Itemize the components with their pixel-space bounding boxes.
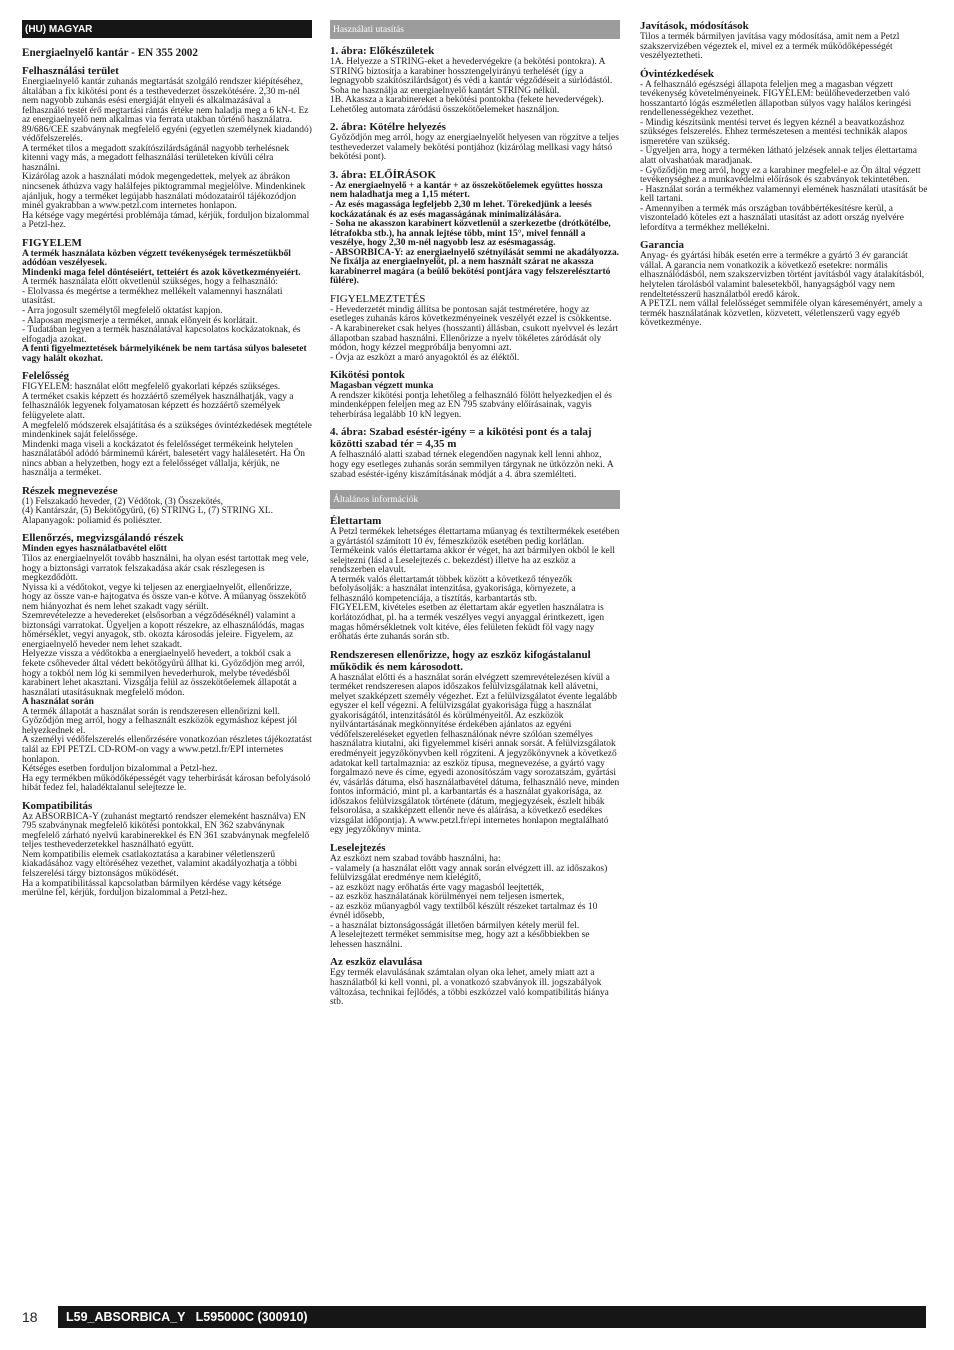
heading-abra4: 4. ábra: Szabad eséstér-igény = a kikötési pont és a talaj közötti szabad tér = 4,35 m [330,426,592,451]
warning-bold-text: A termék használata közben végzett tevékenységek természetükből adódóan veszélyesek. Mindenki maga felel döntéseiért, tetteiért és azok következményeiért. [22,248,301,278]
text-javitasok: Tilos a termék bármilyen javítása vagy módosítása, amit nem a Petzl szakszervizében végeztek el, mivel ez a termék működőképességét veszélyeztetheti. [640,32,900,62]
text-figyelem: A termék használata előtt okvetlenül szükséges, hogy a felhasználó: - Elolvassa és megértse a termékhez mellékelt valamennyi használati utasítást. - Arra jogosult személytől megfelelő oktatást kapjon. - Alaposan megismerje a terméket, annak előnyeit és korlátait. - Tudatában legyen a termék használatával kapcsolatos kockázatoknak, és elfogadja azokat. [22,277,301,345]
section-figyelmeztetes [330,293,620,363]
page-number: 18 [22,1309,38,1325]
section-kompatibilitas [22,800,312,899]
heading-abra3: 3. ábra: ELŐÍRÁSOK [330,168,437,181]
heading-garancia: Garancia [640,239,684,252]
heading-leselejtezes: Leselejtezés [330,841,386,854]
heading-felhasznalasi: Felhasználási terület [22,65,119,77]
heading-reszek: Részek megnevezése [22,484,118,497]
text-abra2: Győződjön meg arról, hogy az energiaelnyelőt helyesen van rögzítve a teljes testhevederzet valamely bekötési pontjához (kizárólag mellkasi vagy hátsó bekötési pont). [330,133,619,163]
text-figyelmeztetes: - Hevederzetét mindig állítsa be pontosan saját testméretére, hogy az esetleges zuhanás káros következményeinek veszélyét ezzel is csökkentse. - A karabinereket csak helyes (hosszanti) állásban, csukott nyelvvel és lezárt állapotban szabad használni. Ellenőrizze a nyelv tökéletes záródását oly módon, hogy kézzel megpróbálja benyomni azt. - Óvja az eszközt a maró anyagoktól és az éléktől. [330,304,618,363]
section-figyelem [22,237,312,365]
page-footer [22,1306,926,1328]
section-leselejtezes [330,842,620,950]
subheading-kikotesi: Magasban végzett munka [330,381,434,392]
section-javitasok [640,20,932,62]
section-ellenorzes [22,532,312,793]
heading-ovintezkedesek: Óvintézkedések [640,67,714,80]
section-abra3 [330,169,620,287]
heading-kikotesi: Kikötési pontok [330,369,405,382]
column-middle [330,20,620,1008]
section-felelosseg [22,370,312,478]
subheading-before-use: Minden egyes használatbavétel előtt [22,544,167,555]
text-leselejtezes: Az eszközt nem szabad tovább használni, ha: - valamely (a használat előtt vagy annak során elvégzett ill. az időszakos) felülvizsgálat eredménye nem kielégítő, - az eszközt nagy erőhatás érte vagy magasból leejtették, - az eszköz használatának körülményei nem teljesen ismertek, - az eszköz műanyagból vagy textilből készült részeket tartalmaz és 10 évnél idősebb, - a használat biztonságosságát illetően bármilyen kétely merül fel. A leselejtezett terméket semmisítse meg, hogy azt a későbbiekben se lehessen használni. [330,853,608,950]
text-before-use: Tilos az energiaelnyelőt tovább használni, ha olyan esést tartottak meg vele, hogy a biztonsági varratok felszakadása akár csak részlegesen is megkezdődött. Nyissa ki a védőtokot, vegye ki teljesen az energiaelnyelőt, ellenőrizze, hogy az össze van-e hajtogatva és össze van-e kötve. A műanyag összekötő nem hiányozhat és nem lehet szakadt vagy sérült. Szemrevételezze a hevedereket (elsősorban a végződéséknél) valamint a biztonsági varratokat. Ügyeljen a kopott részekre, az elhasználódás, magas hőmérséklet, vegyi anyagok, stb. okozta károsodás jeleire. Figyelem, az energiaelnyelő heveder nem lehet szakadt. Helyezze vissza a védőtokba a energiaelnyelő hevedert, a tokból csak a fekete csőheveder által védett bekötőgyűrű állhat ki. Győződjön meg arról, hogy a tokból nem lóg ki semmilyen hevederhurok, melybe tévedésből karabinert lehet akasztani. Vizsgálja felül az összekötőelemek állapotát a használati utasításuknak megfelelő módon. [22,554,309,698]
section-elavulas [330,956,620,1007]
text-kompatibilitas: Az ABSORBICA-Y (zuhanást megtartó rendszer elemeként használva) EN 795 szabványnak megfelelő kikötési pontokkal, EN 362 szabványnak megfelelő zárható nyelvű karabinerekkel és EN 361 szabványnak megfelelő teljes testhevederzetekkel használható együtt. Nem kompatibilis elemek csatlakoztatása a karabiner véletlenszerű kiakadásához vagy eltöréséhez vezethet, valamint akadályozhatja a többi felszerelési tárgy biztonságos működését. Ha a kompatibilitással kapcsolatban bármilyen kérdése vagy kétsége merülne fel, kérjük, forduljon bizalommal a Petzl-hez. [22,811,310,899]
text-felelosseg: FIGYELEM: használat előtt megfelelő gyakorlati képzés szükséges. A terméket csakis képzett és hozzáértő személyek használhatják, vagy a felhasználók legyenek folyamatosan képzett és hozzáértő személyek felügyelete alatt. A megfelelő módszerek elsajátítása és a szükséges óvintézkedések megtétele mindenkinek saját felelőssége. Mindenki maga viseli a kockázatot és felelősséget termékeink helytelen használatából adódó bárminemű kárért, balesetért vagy halálesetért. Ha Ön nincs abban a helyzetben, hogy ezt a felelősséget vállalja, kérjük, ne használja a terméket. [22,382,312,479]
section-ovintezkedesek [640,68,932,234]
warning-bold-end: A fenti figyelmeztetések bármelyikének be nem tartása súlyos balesetet vagy halált okozhat. [22,344,307,364]
text-elavulas: Egy termék elavulásának számtalan olyan oka lehet, amely miatt azt a használatból ki kell vonni, pl. a vonatkozó szabványok ill. jogszabályok változása, technikai fejlődés, a többi eszközzel való kompatibilitás hiánya stb. [330,968,609,1008]
section-abra1 [330,45,620,115]
heading-figyelmeztetes: FIGYELMEZTETÉS [330,292,426,305]
column-right [640,20,932,329]
text-abra1: 1A. Helyezze a STRING-eket a hevedervégekre (a bekötési pontokra). A STRING biztosítja a karabiner hossztengelyirányú terhelését (így a legnagyobb szakítószilárdságot) és védi a kantár végződéseit a súrlódástól. Soha ne használja az energiaelnyelő kantárt STRING nélkül. 1B. Akassza a karabinereket a bekötési pontokba (fekete hevedervégek). Lehetőleg automata záródású összekötőelemeket használjon. [330,57,613,115]
section-felhasznalasi [22,65,312,231]
column-left [22,20,312,899]
text-kikotesi: A rendszer kikötési pontja lehetőleg a felhasználó fölött helyezkedjen el és mindenképpen feleljen meg az EN 795 szabvány előírásainak, vagyis teherbírása legalább 10 kN legyen. [330,390,612,420]
general-info-bar: Általános információk [330,490,620,509]
heading-felelosseg: Felelősség [22,370,70,383]
section-abra2 [330,121,620,163]
heading-rendszeres: Rendszeresen ellenőrizze, hogy az eszköz kifogástalanul működik és nem károsodott. [330,648,591,673]
text-elettartam: A Petzl termékek lehetséges élettartama műanyag és textiltermékek esetében a gyártástól számított 10 év, fémeszközök esetében pedig korlátlan. Termékeink valós élettartama akkor ér véget, ha azt bármilyen okból le kell selejtezni (lásd a Leselejtezés c. bekezdést) illetve ha az eszköz a rendszerben elavult. A termék valós élettartamát többek között a következő tényezők befolyásolják: a használat intenzitása, gyakorisága, környezete, a felhasználó kompetenciája, a tisztítás, karbantartás stb. FIGYELEM, kivételes esetben az élettartam akár egyetlen használatra is korlátozódhat, pl. ha a termék veszélyes vegyi anyaggal érintkezett, igen magas hőmérsékletnek volt kitéve, éles felületen feküdt föl vagy nagy erőhatás érte zuhanás során stb. [330,527,620,643]
language-header-bar: (HU) MAGYAR [22,20,312,38]
section-reszek [22,485,312,527]
text-abra3: - Az energiaelnyelő + a kantár + az összekötőelemek együttes hossza nem haladhatja meg a 1,15 métert. - Az esés magassága legfeljebb 2,30 m lehet. Törekedjünk a leesés kockázatának és az esés magasságának minimalizálására. - Soha ne akasszon karabinert közvetlenül a szerkezetbe (drótkötélbe, létrafokba stb.), ha annak lejtése több, mint 15°, mivel fennáll a veszélye, hogy 2,30 m-nél nagyobb lesz az esésmagasság. - ABSORBICA-Y: az energiaelnyelő szétnyílását semmi ne akadályozza. Ne fixálja az energiaelnyelőt, pl. a nem használt szárat ne akassza karabinerrel magára (a beülő bekötési pontjára vagy felszerelésztartó fülére). [330,180,620,287]
section-rendszeres [330,649,620,836]
text-ovintezkedesek: - A felhasználó egészségi állapota feleljen meg a magasban végzett tevékenység követelményeinek. FIGYELEM: beülőhevederzetben való hosszantartó lógás eszméletlen állapotban súlyos vagy halálos keringési rendellenességekhez vezethet. - Mindig készítsünk mentési tervet és legyen kéznél a beavatkozáshoz szükséges felszerelés. Ehhez természetesen a mentési technikák alapos ismeretére van szükség. - Ügyeljen arra, hogy a terméken látható jelzések annak teljes élettartama alatt olvashatóak maradjanak. - Győződjön meg arról, hogy ez a karabiner megfelel-e az Ön által végzett tevékenységhez a munkavédelmi előírások és szabványok tekintetében. - Használat során a termékhez valamennyi elemének használati utasítását be kell tartani. - Amennyiben a termék más országban továbbértékesítésre kerül, a viszonteladó köteles ezt a használati utasítást az adott ország nyelvére lefordítva a termékhez mellékelni. [640,79,928,233]
text-during-use: A termék állapotát a használat során is rendszeresen ellenőrizni kell. Győződjön meg arról, hogy a felhasznált eszközök egymáshoz képest jól helyezkednek el. A személyi védőfelszerelés ellenőrzésére vonatkozóan részletes tájékoztatást talál az EPI PETZL CD-ROM-on vagy a www.petzl.fr/EPI internetes honlapon. Kétséges esetben forduljon bizalommal a Petzl-hez. Ha egy termékben működőképességét vagy teherbírását károsan befolyásoló hibát fedez fel, haladéktalanul selejtezze le. [22,706,312,794]
section-kikotesi [330,369,620,420]
footer-document-code: L59_ABSORBICA_Y L595000C (300910) [58,1306,926,1328]
section-abra4 [330,426,620,480]
heading-elettartam: Élettartam [330,515,382,528]
heading-ellenorzes: Ellenőrzés, megvizsgálandó részek [22,532,184,545]
heading-elavulas: Az eszköz elavulása [330,956,423,969]
text-reszek: (1) Felszakadó heveder, (2) Védőtok, (3) Összekötés, (4) Kantárszár, (5) Bekötőgyűrű, (6) STRING L, (7) STRING XL. Alapanyagok: poliamid és poliészter. [22,496,273,526]
text-abra4: A felhasználó alatti szabad térnek elegendően nagynak kell lenni ahhoz, hogy egy esetleges zuhanás során semmilyen tárgynak ne ütközzön neki. A szabad eséstér-igény kiszámításának módját a 4. ábra szemlélteti. [330,450,614,480]
heading-abra1: 1. ábra: Előkészületek [330,45,435,57]
usage-instructions-bar: Használati utasítás [330,20,620,39]
text-felhasznalasi: Energiaelnyelő kantár zuhanás megtartását szolgáló rendszer kiépítéséhez, általában a fix kikötési pont és a testhevederzet összekötésére. 2,30 m-nél nem nagyobb zuhanás esési energiáját elnyeli és alkalmazásával a felhasználó testét érő megtartási rántás értéke nem haladja meg a 6 kN-t. Ez az energiaelnyelő nem alkalmas via ferrata utakban történő használatra. 89/686/CEE szabványnak megfelelő egyéni (egyetlen személynek kiadandó) védőfelszerelés. A terméket tilos a megadott szakítószilárdságánál nagyobb terhelésnek kitenni vagy más, a megadott felhasználási területeken kívüli célra használni. Kizárólag azok a használati módok megengedettek, melyek az ábrákon nincsenek áthúzva vagy halálfejes piktogrammal megjelölve. Mindenkinek ajánljuk, hogy a terméket legújabb használati módozatairól tájékozódjon minél gyakrabban a www.petzl.com internetes honlapon. Ha kétsége vagy megértési problémája támad, kérjük, forduljon bizalommal a Petzl-hez. [22,77,312,231]
heading-javitasok: Javítások, módosítások [640,20,749,32]
heading-kompatibilitas: Kompatibilitás [22,799,93,812]
section-garancia [640,239,932,328]
heading-abra2: 2. ábra: Kötélre helyezés [330,121,446,134]
text-rendszeres: A használat előtti és a használat során elvégzett szemrevételezésen kívül a terméket rendszeresen alapos időszakos felülvizsgálatnak kell alávetni, melyet szakképzett személy végezhet. Ezt a felülvizsgálatot évente legalább egyszer el kell végezni. A felülvizsgálat gyakorisága függ a használat gyakoriságától, intenzitásától és körülményeitől. Az eszközök nyilvántartásának megkönnyítése érdekében ajánlatos az egyéni védőfelszereléseket egyetlen felhasználónak névre szólóan személyes használatra kiutalni, aki figyelemmel kíséri annak sorsát. A felülvizsgálatok eredményeit jegyzőkönyvben kell rögzíteni. A jegyzőkönyvnek a következő adatokat kell tartalmaznia: az eszköz típusa, megnevezése, a gyártó vagy forgalmazó neve és címe, egyedi azonosítószám vagy sorozatszám, gyártási év, vásárlás dátuma, első használatbavétel dátuma, felhasználó neve, minden fontos információ, mint pl. a karbantartás és a használat gyakorisága, az időszakos felülvizsgálatok története (dátum, megjegyzések, észlelt hibák felsorolása, a szakképzett ellenőr neve és aláírása, a következő esedékes vizsgálat időpontja). A www.petzl.fr/epi internetes honlapon megtalálható egy jegyzőkönyv minta. [330,672,620,836]
section-elettartam [330,515,620,643]
document-title: Energiaelnyelő kantár - EN 355 2002 [22,47,198,59]
text-garancia: Anyag- és gyártási hibák esetén erre a termékre a gyártó 3 év garanciát vállal. A garancia nem vonatkozik a következő esetekre: normális elhasználódásból, nem szakszervizben történt javításból vagy átalakításból, helytelen tárolásból valamint balesetekből, hanyagságból vagy nem rendeltetésszerű használatból eredő károk. A PETZL nem vállal felelősséget semmiféle olyan káreseményért, amely a termék használatának közvetlen, közvetett, véletlenszerű vagy egyéb következménye. [640,251,925,329]
subheading-during-use: A használat során [22,697,94,708]
heading-figyelem: FIGYELEM [22,236,82,249]
